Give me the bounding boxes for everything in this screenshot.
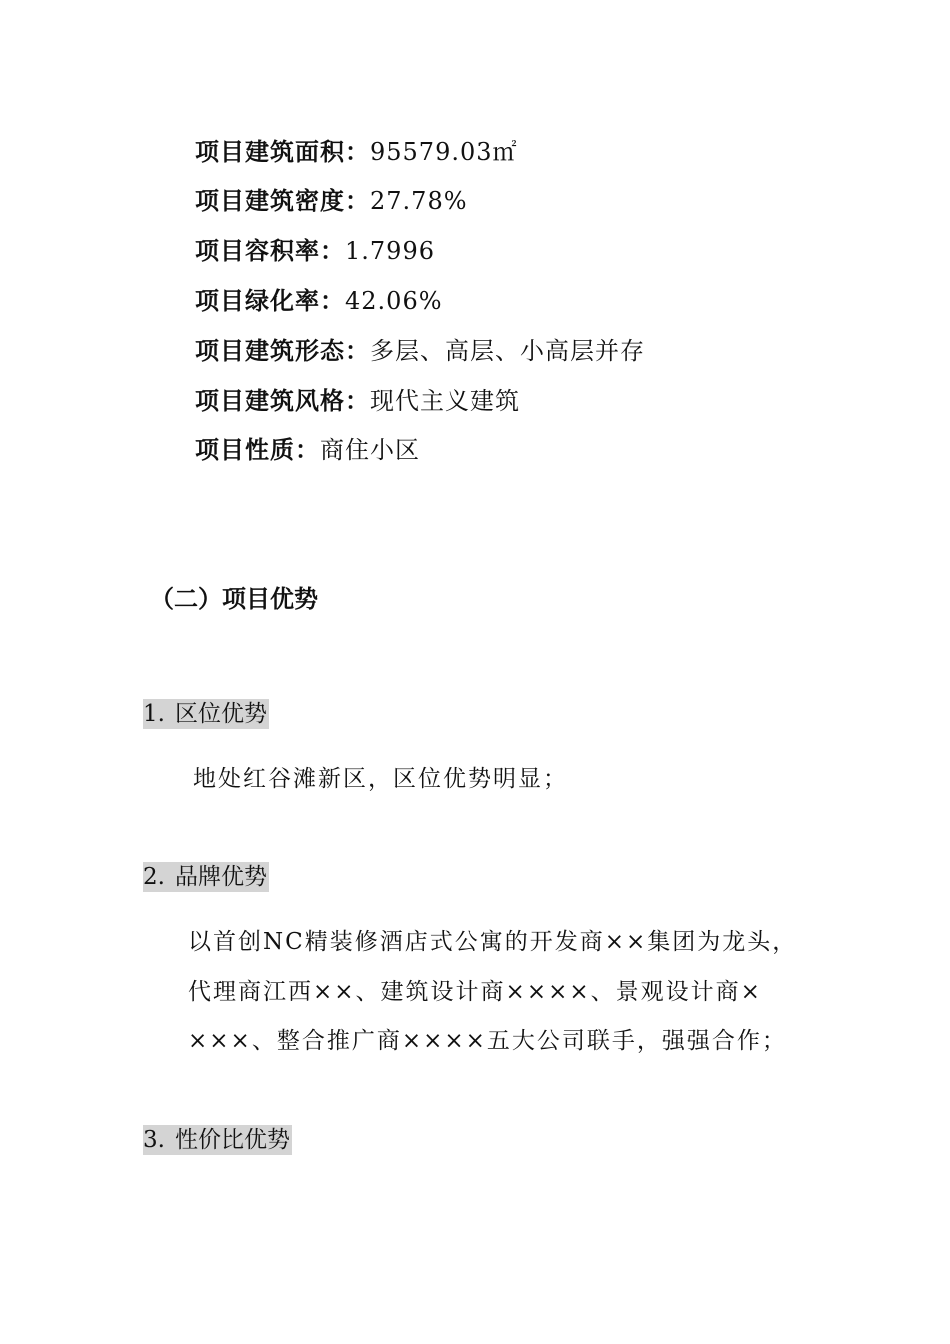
info-label: 项目建筑形态： [195,337,370,365]
advantage-heading-brand [143,862,269,892]
info-green-ratio [195,286,443,316]
paragraph-line: 地处红谷滩新区，区位优势明显； [193,766,568,792]
info-plot-ratio [195,236,435,266]
heading-text: 性价比优势 [174,1127,290,1153]
info-value: 95579.03㎡ [370,138,518,166]
info-label: 项目建筑风格： [195,387,370,415]
info-building-style [195,386,520,416]
heading-text: 区位优势 [174,701,267,727]
info-value: 27.78% [370,187,468,215]
info-project-nature [195,435,420,465]
info-value: 现代主义建筑 [370,387,520,415]
section-title: （二）项目优势 [150,585,318,613]
heading-text: 品牌优势 [174,864,267,890]
info-label: 项目建筑面积： [195,138,370,166]
info-label: 项目建筑密度： [195,187,370,215]
info-label: 项目绿化率： [195,287,345,315]
heading-number: 1. [143,701,165,727]
heading-number: 3. [143,1127,165,1153]
info-building-density [195,186,468,216]
info-value: 42.06% [345,287,443,315]
info-building-form [195,336,645,366]
paragraph-line: ×××、整合推广商××××五大公司联手，强强合作； [188,1028,787,1054]
info-building-area [195,137,518,167]
info-value: 商住小区 [320,436,420,464]
info-value: 1.7996 [345,237,435,265]
advantage-heading-location [143,699,269,729]
info-label: 项目性质： [195,436,320,464]
info-value: 多层、高层、小高层并存 [370,337,645,365]
info-label: 项目容积率： [195,237,345,265]
heading-number: 2. [143,864,165,890]
advantage-heading-value [143,1125,292,1155]
paragraph-line: 代理商江西××、建筑设计商××××、景观设计商× [188,979,762,1005]
paragraph-line: 以首创NC精装修酒店式公寓的开发商××集团为龙头， [188,929,798,955]
